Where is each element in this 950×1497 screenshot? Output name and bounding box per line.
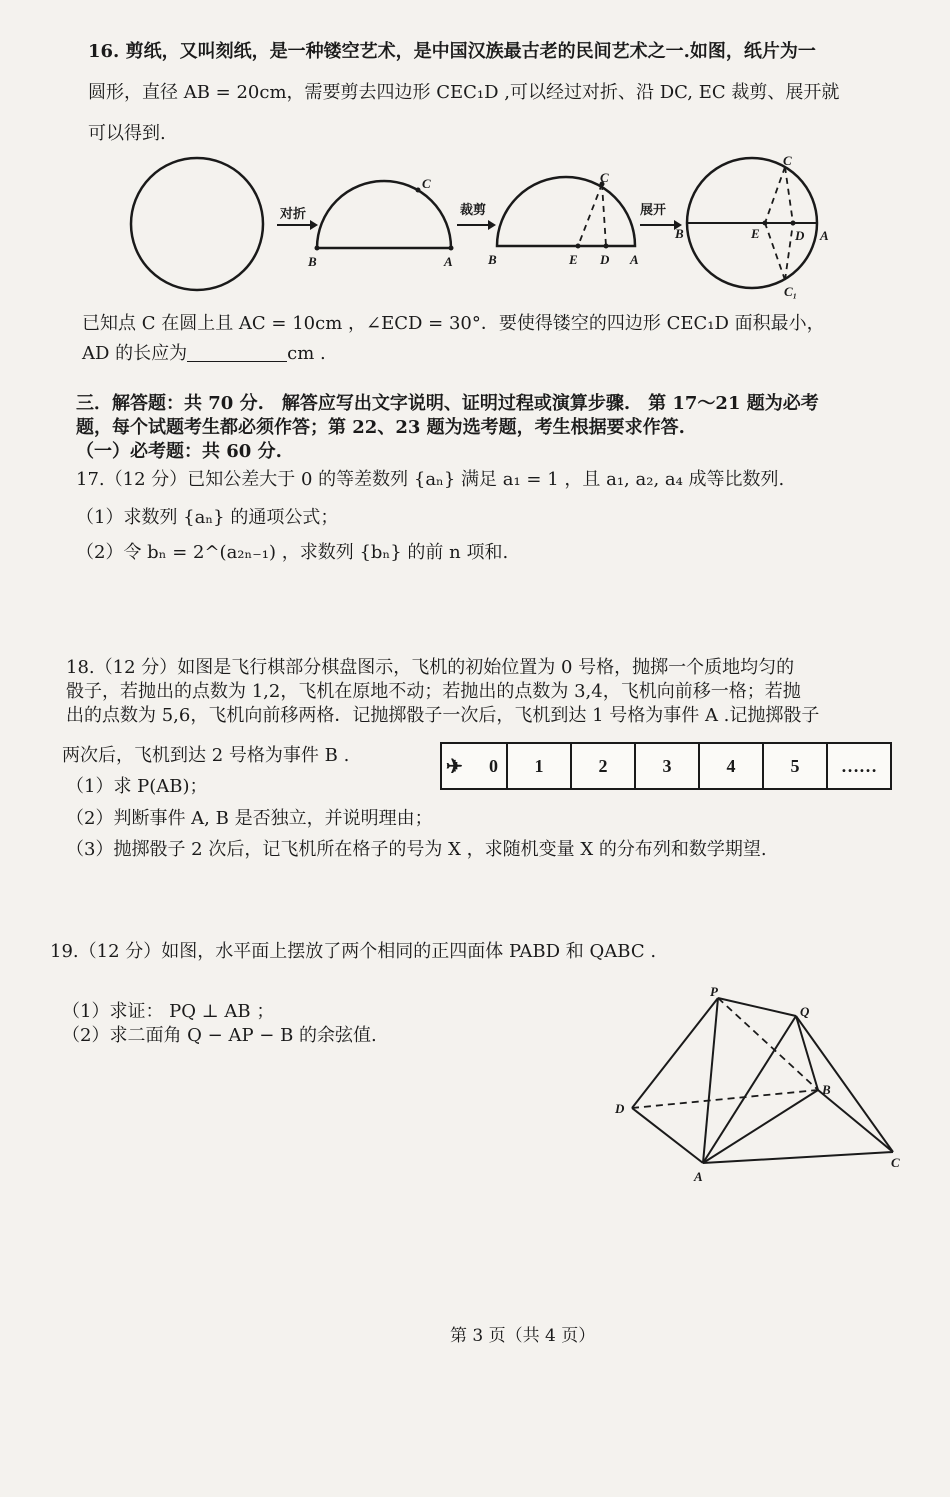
svg-text:A: A [630,252,639,267]
svg-text:B: B [308,254,317,269]
svg-text:A: A [820,228,829,243]
board-cell-3: 3 [636,744,700,788]
svg-text:P: P [710,984,718,999]
board-cell-more: …… [841,755,877,776]
fold-label: 对折 [280,207,307,222]
q19-part1: （1）求证： PQ ⊥ AB ； [62,1001,275,1022]
q17-part2: （2）令 bₙ = 2^(a₂ₙ₋₁) ，求数列 {bₙ} 的前 n 项和. [76,542,509,563]
q16-line2: 圆形，直径 AB = 20cm，需要剪去四边形 CEC₁D ,可以经过对折、沿 DC, EC 裁剪、展开就 [88,82,840,103]
svg-text:D: D [795,228,805,243]
page-footer: 第 3 页（共 4 页） [450,1326,596,1346]
q18-line4: 两次后，飞机到达 2 号格为事件 B . [62,745,350,766]
q19-line1: 19.（12 分）如图，水平面上摆放了两个相同的正四面体 PABD 和 QABC . [50,941,657,962]
q16-answer-prefix: AD 的长应为 [82,343,188,364]
q18-part1: （1）求 P(AB)； [66,776,208,797]
board-cell-1: 1 [508,744,572,788]
q18-line1: 18.（12 分）如图是飞行棋部分棋盘图示，飞机的初始位置为 0 号格，抛掷一个质地均匀的 [66,657,795,678]
q16-answer-unit: cm . [287,343,326,364]
svg-text:C: C [422,176,431,191]
svg-text:C₁: C₁ [784,284,798,299]
sec3-line1: 三．解答题：共 70 分. 解答应写出文字说明、证明过程或演算步骤. 第 17～21 题为必考 [76,393,819,414]
svg-text:C: C [891,1155,900,1170]
q17-line1: 17.（12 分）已知公差大于 0 的等差数列 {aₙ} 满足 a₁ = 1 ，且 a₁, a₂, a₄ 成等比数列. [76,469,785,490]
q16-line3: 可以得到. [88,123,166,144]
svg-text:D: D [600,252,610,267]
board-cell-2: 2 [572,744,636,788]
board-cell-4: 4 [700,744,764,788]
q17-part1: （1）求数列 {aₙ} 的通项公式； [76,507,339,528]
svg-text:C: C [783,153,792,168]
svg-text:C: C [600,170,609,185]
q16-line4: 已知点 C 在圆上且 AC = 10cm ，∠ECD = 30°．要使得镂空的四边形 CEC₁D 面积最小， [82,313,825,334]
sec3-line2: 题，每个试题考生都必须作答；第 22、23 题为选考题，考生根据要求作答. [76,417,685,438]
q18-part3: （3）抛掷骰子 2 次后，记飞机所在格子的号为 X ，求随机变量 X 的分布列和数学期望. [66,839,767,860]
q18-line3: 出的点数为 5,6，飞机向前移两格．记抛掷骰子一次后，飞机到达 1 号格为事件 A .记抛掷骰子 [66,705,820,726]
q18-part2: （2）判断事件 A, B 是否独立，并说明理由； [66,808,433,829]
svg-text:D: D [615,1101,625,1116]
svg-text:Q: Q [800,1004,810,1019]
svg-text:B: B [675,226,684,241]
svg-text:B: B [822,1082,831,1097]
q19-part2: （2）求二面角 Q − AP − B 的余弦值. [62,1025,377,1046]
board-cell-5: 5 [764,744,828,788]
svg-text:A: A [444,254,453,269]
cut-label: 裁剪 [460,203,487,218]
q18-line2: 骰子，若抛出的点数为 1,2，飞机在原地不动；若抛出的点数为 3,4，飞机向前移一格；若抛 [66,681,801,702]
svg-text:E: E [569,252,578,267]
svg-text:B: B [488,252,497,267]
unfold-label: 展开 [640,203,667,218]
board-cell-0: ✈ 0 [442,744,508,788]
airplane-icon: ✈ [446,755,463,778]
svg-text:A: A [694,1169,703,1184]
svg-text:E: E [751,226,760,241]
q16-line1: 16. 剪纸，又叫刻纸，是一种镂空艺术，是中国汉族最古老的民间艺术之一.如图，纸片为一 [88,41,816,62]
sec3-line3: （一）必考题：共 60 分. [76,441,282,462]
